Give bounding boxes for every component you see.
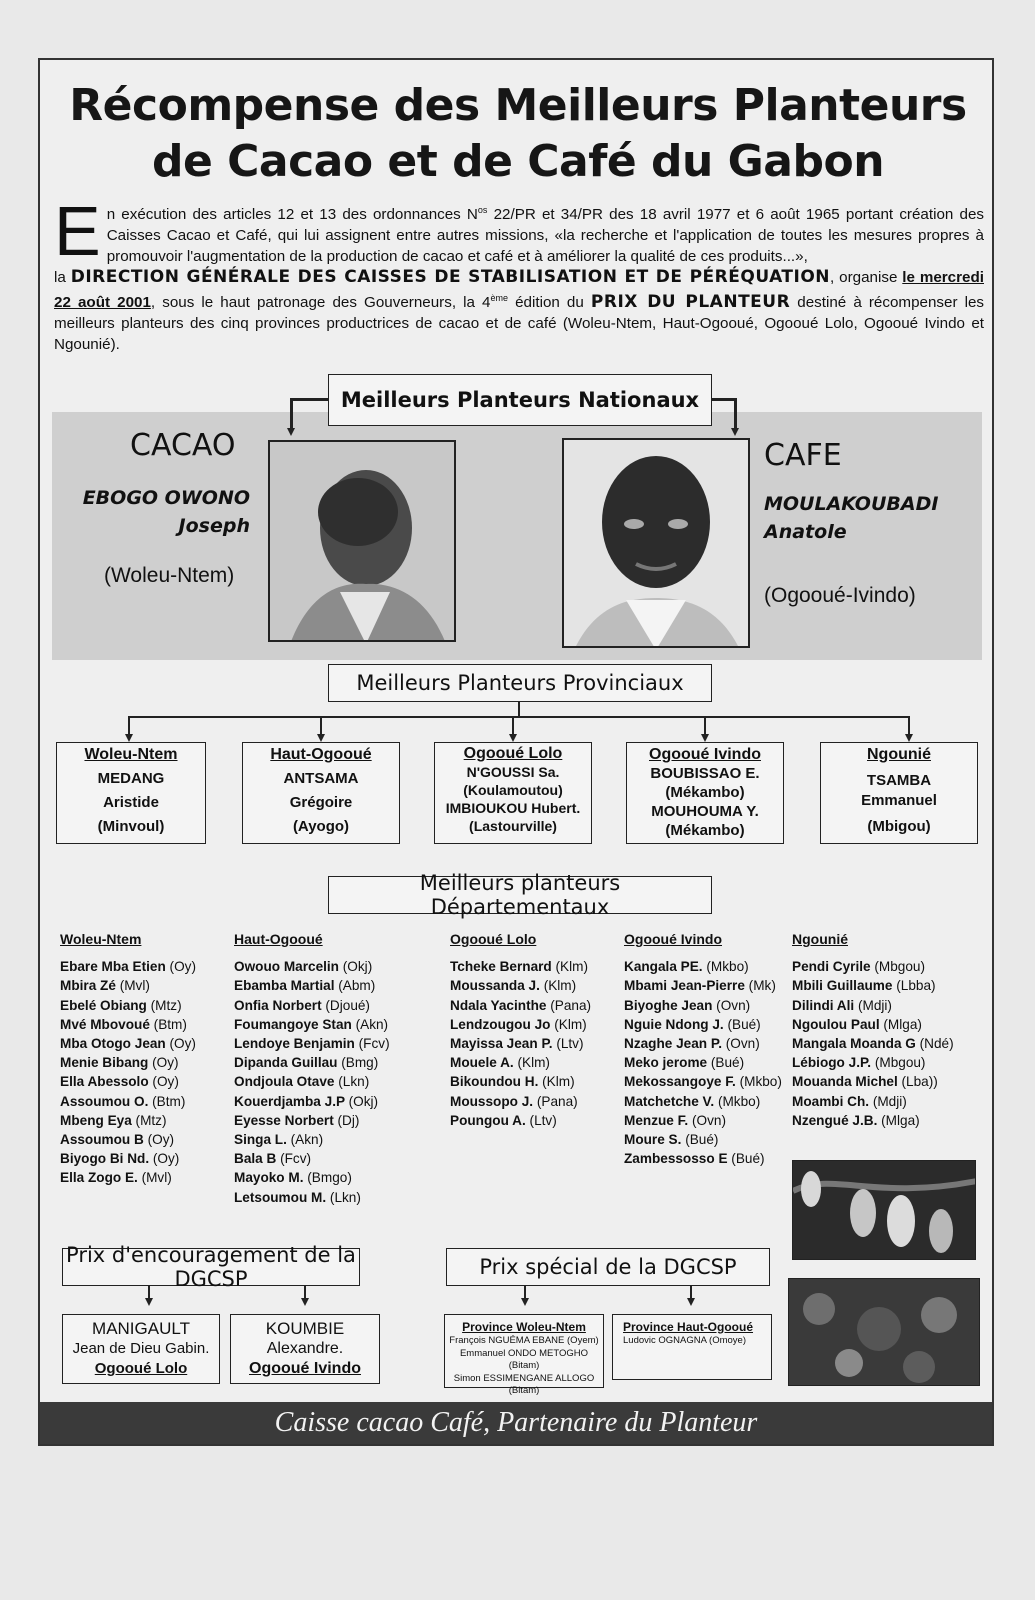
encouragement-winner-line: Alexandre. xyxy=(266,1340,344,1357)
provincial-arrow-4 xyxy=(701,734,709,742)
footer-slogan: Caisse cacao Café, Partenaire du Planteur xyxy=(40,1402,992,1444)
departmental-list-item xyxy=(624,957,782,976)
provincial-winner-line: (Koulamoutou) xyxy=(463,782,563,798)
cacao-province: (Woleu-Ntem) xyxy=(104,564,235,587)
department-abbreviation: (Oy) xyxy=(152,1074,179,1090)
planter-name: Nzengué J.B. xyxy=(792,1112,878,1128)
planter-name: Menie Bibang xyxy=(60,1055,149,1071)
departmental-column-head: Ogooué Ivindo xyxy=(624,931,722,947)
provincial-winner-line: MOUHOUMA Y. xyxy=(651,803,759,820)
special-box-woleu-ntem xyxy=(444,1314,604,1396)
departmental-list-item xyxy=(234,1034,390,1053)
departmental-list-item xyxy=(234,1149,390,1168)
provincial-box-ngounie xyxy=(820,742,978,844)
provincial-drop-1 xyxy=(128,716,130,736)
planter-name: Assoumou O. xyxy=(60,1093,149,1109)
cafe-winner-firstname: Anatole xyxy=(764,521,847,543)
planter-name: Onfia Norbert xyxy=(234,997,322,1013)
provincial-winner-line: (Mbigou) xyxy=(867,818,931,835)
cafe-winner xyxy=(764,490,938,546)
provincial-arrow-2 xyxy=(317,734,325,742)
department-abbreviation: (Mtz) xyxy=(135,1112,167,1128)
encouragement-box-1 xyxy=(62,1314,220,1384)
encouragement-box-2 xyxy=(230,1314,380,1384)
planter-name: Lébiogo J.P. xyxy=(792,1055,872,1071)
department-abbreviation: (Ovn) xyxy=(691,1112,726,1128)
departmental-list-item xyxy=(234,976,390,995)
cocoa-pods-photo xyxy=(792,1160,976,1260)
planter-name: Moure S. xyxy=(624,1132,682,1148)
departmental-list-item xyxy=(450,1092,591,1111)
departmental-list xyxy=(792,957,954,1130)
department-abbreviation: (Klm) xyxy=(554,1016,587,1032)
intro-text-4: , organise xyxy=(830,269,903,287)
cacao-winner xyxy=(58,484,250,540)
departmental-column-haut-ogooue xyxy=(234,930,390,1207)
department-abbreviation: (Mkbo) xyxy=(739,1074,782,1090)
departmental-column-head: Ngounié xyxy=(792,931,848,947)
provincial-box-head: Woleu-Ntem xyxy=(84,746,178,763)
provincial-drop-3 xyxy=(512,716,514,736)
department-abbreviation: (Ndé) xyxy=(919,1036,954,1052)
department-abbreviation: (Lbba) xyxy=(896,978,936,994)
encouragement-arrow-1 xyxy=(145,1298,153,1306)
encouragement-heading: Prix d'encouragement de la DGCSP xyxy=(62,1248,360,1286)
departmental-list-item xyxy=(234,957,390,976)
planter-name: Zambessosso E xyxy=(624,1151,728,1167)
departmental-list-item xyxy=(624,1130,782,1149)
departmental-list-item xyxy=(234,1111,390,1130)
departmental-list-item xyxy=(450,1111,591,1130)
encouragement-winner-line: KOUMBIE xyxy=(265,1319,345,1338)
planter-name: Nguie Ndong J. xyxy=(624,1016,724,1032)
planter-name: Lendoye Benjamin xyxy=(234,1036,355,1052)
special-arrow-1 xyxy=(521,1298,529,1306)
department-abbreviation: (Bmg) xyxy=(341,1055,379,1071)
department-abbreviation: (Lba)) xyxy=(901,1074,938,1090)
cafe-winner-photo xyxy=(562,438,750,648)
provincial-arrow-5 xyxy=(905,734,913,742)
planter-name: Tcheke Bernard xyxy=(450,959,552,975)
departmental-list-item xyxy=(60,1130,196,1149)
departmental-list-item xyxy=(624,976,782,995)
departmental-list-item xyxy=(792,976,954,995)
planter-name: Moussopo J. xyxy=(450,1093,534,1109)
department-abbreviation: (Klm) xyxy=(543,978,577,994)
department-abbreviation: (Mkbo) xyxy=(706,959,749,975)
department-abbreviation: (Mlga) xyxy=(883,1016,922,1032)
department-abbreviation: (Oy) xyxy=(169,1036,196,1052)
departmental-list-item xyxy=(60,1034,196,1053)
department-abbreviation: (Akn) xyxy=(355,1016,389,1032)
department-abbreviation: (Dj) xyxy=(337,1112,360,1128)
departmental-list-item xyxy=(624,1149,782,1168)
provincial-box-head: Ogooué Lolo xyxy=(463,745,563,762)
provincial-winner-line: IMBIOUKOU Hubert. xyxy=(445,800,581,816)
cacao-winner-firstname: Joseph xyxy=(178,515,250,537)
planter-name: Mouele A. xyxy=(450,1055,514,1071)
departmental-heading: Meilleurs planteurs Départementaux xyxy=(328,876,712,914)
departmental-list-item xyxy=(792,957,954,976)
provincial-winner-line: (Lastourville) xyxy=(469,818,557,834)
provincial-drop-2 xyxy=(320,716,322,736)
drop-cap: E xyxy=(54,192,101,270)
provincial-box-haut-ogooue xyxy=(242,742,400,844)
departmental-list-item xyxy=(234,996,390,1015)
department-abbreviation: (Pana) xyxy=(550,997,592,1013)
departmental-list-item xyxy=(234,1072,390,1091)
advertisement-page xyxy=(38,58,994,1446)
special-box-head: Province Haut-Ogooué xyxy=(623,1320,754,1334)
provincial-winner-line: (Ayogo) xyxy=(292,818,350,835)
provincial-winner-line: BOUBISSAO E. xyxy=(650,765,760,782)
planter-name: Moussanda J. xyxy=(450,978,540,994)
planter-name: Mekossangoye F. xyxy=(624,1074,736,1090)
planter-name: Kouerdjamba J.P xyxy=(234,1093,345,1109)
page-title xyxy=(40,78,996,190)
departmental-list xyxy=(450,957,591,1130)
intro-sup-2: ème xyxy=(490,293,508,304)
departmental-list xyxy=(624,957,782,1168)
departmental-list-item xyxy=(60,957,196,976)
special-box-head: Province Woleu-Ntem xyxy=(462,1320,586,1334)
cafe-label: CAFE xyxy=(764,438,842,473)
planter-name: Mangala Moanda G xyxy=(792,1036,916,1052)
department-abbreviation: (Okj) xyxy=(342,959,373,975)
provincial-stem xyxy=(518,702,520,716)
departmental-list-item xyxy=(234,1053,390,1072)
departmental-list-item xyxy=(624,1034,782,1053)
planter-name: Meko jerome xyxy=(624,1055,708,1071)
department-abbreviation: (Lkn) xyxy=(338,1074,370,1090)
department-abbreviation: (Bué) xyxy=(685,1132,719,1148)
department-abbreviation: (Mvl) xyxy=(119,978,150,994)
department-abbreviation: (Oy) xyxy=(152,1151,180,1167)
departmental-list-item xyxy=(450,1015,591,1034)
departmental-list-item xyxy=(234,1168,390,1187)
cafe-province: (Ogooué-Ivindo) xyxy=(764,584,916,607)
departmental-list-item xyxy=(234,1188,390,1207)
planter-name: Ndala Yacinthe xyxy=(450,997,547,1013)
provincial-winner-line: Aristide xyxy=(103,794,159,811)
departmental-list-item xyxy=(624,1111,782,1130)
planter-name: Matchetche V. xyxy=(624,1093,715,1109)
planter-name: Dilindi Ali xyxy=(792,997,855,1013)
department-abbreviation: (Djoué) xyxy=(325,997,370,1013)
provincial-winner-line: TSAMBA xyxy=(866,772,932,789)
intro-prize: PRIX DU PLANTEUR xyxy=(590,292,791,313)
departmental-list-item xyxy=(60,1149,196,1168)
department-abbreviation: (Ltv) xyxy=(556,1036,584,1052)
planter-name: Ebelé Obiang xyxy=(60,997,147,1013)
provincial-winner-line: ANTSAMA xyxy=(283,770,359,787)
encouragement-winner-province: Ogooué Lolo xyxy=(94,1360,188,1377)
departmental-list-item xyxy=(450,1034,591,1053)
arrow-stem-right xyxy=(734,398,737,428)
encouragement-arrow-2 xyxy=(301,1298,309,1306)
department-abbreviation: (Btm) xyxy=(152,1093,186,1109)
planter-name: Nzaghe Jean P. xyxy=(624,1036,722,1052)
departmental-list-item xyxy=(234,1015,390,1034)
provincial-box-woleu-ntem xyxy=(56,742,206,844)
planter-name: Mouanda Michel xyxy=(792,1074,898,1090)
departmental-column-ogooue-lolo xyxy=(450,930,591,1130)
department-abbreviation: (Ovn) xyxy=(725,1036,760,1052)
departmental-column-woleu-ntem xyxy=(60,930,196,1188)
title-line-1: Récompense des Meilleurs Planteurs xyxy=(69,80,967,131)
department-abbreviation: (Klm) xyxy=(542,1074,575,1090)
planter-name: Dipanda Guillau xyxy=(234,1055,338,1071)
departmental-list-item xyxy=(624,1072,782,1091)
departmental-list-item xyxy=(792,1092,954,1111)
department-abbreviation: (Btm) xyxy=(153,1016,187,1032)
department-abbreviation: (Ltv) xyxy=(529,1112,557,1128)
planter-name: Owouo Marcelin xyxy=(234,959,339,975)
department-abbreviation: (Bué) xyxy=(727,1016,761,1032)
arrow-head-right xyxy=(731,428,739,436)
intro-text-7: destiné à récompenser les meilleurs planteurs des cinq provinces productrices de cacao et de café (Woleu-Ntem, Haut-Ogooué, Ogooué Lolo, Ogooué Ivindo et Ngounié). xyxy=(54,294,985,354)
title-line-2: de Cacao et de Café du Gabon xyxy=(151,136,885,187)
department-abbreviation: (Klm) xyxy=(517,1055,550,1071)
provincial-winner-line: (Minvoul) xyxy=(97,818,165,835)
department-abbreviation: (Mdji) xyxy=(872,1093,907,1109)
planter-name: Ngoulou Paul xyxy=(792,1016,880,1032)
provincial-drop-5 xyxy=(908,716,910,736)
planter-name: Mbili Guillaume xyxy=(792,978,893,994)
intro-text-1: n exécution des articles 12 et 13 des ordonnances N xyxy=(106,206,478,224)
intro-text-6: édition du xyxy=(508,294,591,312)
special-heading: Prix spécial de la DGCSP xyxy=(446,1248,770,1286)
departmental-list-item xyxy=(60,1072,196,1091)
provincial-branch-line xyxy=(128,716,910,718)
department-abbreviation: (Bué) xyxy=(710,1055,745,1071)
departmental-list-item xyxy=(234,1092,390,1111)
planter-name: Pendi Cyrile xyxy=(792,959,871,975)
departmental-list-item xyxy=(450,996,591,1015)
provincial-heading: Meilleurs Planteurs Provinciaux xyxy=(328,664,712,702)
planter-name: Ondjoula Otave xyxy=(234,1074,335,1090)
planter-name: Ebamba Martial xyxy=(234,978,335,994)
planter-name: Mba Otogo Jean xyxy=(60,1036,166,1052)
departmental-list-item xyxy=(450,976,591,995)
departmental-list-item xyxy=(60,996,196,1015)
planter-name: Kangala PE. xyxy=(624,959,703,975)
special-arrow-2 xyxy=(687,1298,695,1306)
coffee-plant-photo xyxy=(788,1278,980,1386)
provincial-box-head: Ngounié xyxy=(867,746,931,763)
planter-name: Ella Zogo E. xyxy=(60,1170,138,1186)
department-abbreviation: (Abm) xyxy=(338,978,376,994)
departmental-list-item xyxy=(792,1072,954,1091)
planter-name: Letsoumou M. xyxy=(234,1189,327,1205)
department-abbreviation: (Oy) xyxy=(169,959,196,975)
departmental-column-ogooue-ivindo xyxy=(624,930,782,1168)
arrow-stem-left xyxy=(290,398,293,428)
planter-name: Mayoko M. xyxy=(234,1170,304,1186)
provincial-arrow-1 xyxy=(125,734,133,742)
planter-name: Poungou A. xyxy=(450,1112,526,1128)
departmental-list-item xyxy=(624,1092,782,1111)
departmental-list-item xyxy=(624,1015,782,1034)
provincial-winner-line: Emmanuel xyxy=(861,792,937,809)
department-abbreviation: (Akn) xyxy=(290,1132,324,1148)
planter-name: Biyogo Bi Nd. xyxy=(60,1151,150,1167)
department-abbreviation: (Lkn) xyxy=(329,1189,361,1205)
departmental-list-item xyxy=(450,1072,591,1091)
department-abbreviation: (Fcv) xyxy=(280,1151,312,1167)
departmental-column-ngounie xyxy=(792,930,954,1130)
departmental-list-item xyxy=(60,1111,196,1130)
departmental-list-item xyxy=(792,1053,954,1072)
planter-name: Mbira Zé xyxy=(60,978,116,994)
department-abbreviation: (Oy) xyxy=(147,1132,175,1148)
departmental-list-item xyxy=(624,1053,782,1072)
provincial-arrow-3 xyxy=(509,734,517,742)
department-abbreviation: (Mtz) xyxy=(150,997,182,1013)
intro-text-2: 22/PR et 34/PR des 18 avril 1977 et 6 août 1965 portant création des Caisses Cacao et Café, qui lui assignent entre autres missions, «la recherche et l'application de toutes les mesures propres à promouvoir l'augmentation de la production de cacao et café et à améliorer la qualité de ces produits...», xyxy=(106,206,984,266)
departmental-list-item xyxy=(450,1053,591,1072)
provincial-box-ogooue-ivindo xyxy=(626,742,784,844)
departmental-list-item xyxy=(60,976,196,995)
intro-sup-1: os xyxy=(477,205,488,215)
provincial-box-head: Ogooué Ivindo xyxy=(649,746,761,763)
cacao-label: CACAO xyxy=(130,428,236,463)
departmental-list-item xyxy=(792,1111,954,1130)
provincial-winner-line: (Mékambo) xyxy=(665,822,745,839)
planter-name: Menzue F. xyxy=(624,1112,689,1128)
cacao-winner-surname: EBOGO OWONO xyxy=(82,487,250,509)
department-abbreviation: (Klm) xyxy=(555,959,588,975)
arrow-line-right xyxy=(712,398,736,401)
departmental-list-item xyxy=(450,957,591,976)
encouragement-winner-line: Jean de Dieu Gabin. xyxy=(72,1340,210,1357)
departmental-list-item xyxy=(234,1130,390,1149)
special-box-haut-ogooue xyxy=(612,1314,772,1380)
special-winner-line: Emmanuel ONDO METOGHO (Bitam) xyxy=(459,1347,589,1371)
departmental-list-item xyxy=(792,1034,954,1053)
departmental-column-head: Ogooué Lolo xyxy=(450,931,537,947)
planter-name: Eyesse Norbert xyxy=(234,1112,334,1128)
special-winner-line: François NGUÉMA EBANE (Oyem) xyxy=(449,1335,599,1346)
provincial-box-head: Haut-Ogooué xyxy=(270,746,372,763)
department-abbreviation: (Mlga) xyxy=(881,1112,920,1128)
departmental-list-item xyxy=(60,1168,196,1187)
departmental-column-head: Haut-Ogooué xyxy=(234,931,323,947)
cacao-winner-photo xyxy=(268,440,456,642)
department-abbreviation: (Mvl) xyxy=(141,1170,172,1186)
arrow-head-left xyxy=(287,428,295,436)
planter-name: Bala B xyxy=(234,1151,277,1167)
provincial-winner-line: (Mékambo) xyxy=(665,784,745,801)
planter-name: Mayissa Jean P. xyxy=(450,1036,553,1052)
encouragement-winner-line: MANIGAULT xyxy=(92,1319,190,1338)
provincial-winner-line: MEDANG xyxy=(97,770,165,787)
department-abbreviation: (Mbgou) xyxy=(874,959,925,975)
planter-name: Assoumou B xyxy=(60,1132,144,1148)
intro-paragraph xyxy=(54,192,985,355)
planter-name: Mbami Jean-Pierre xyxy=(624,978,745,994)
planter-name: Ebare Mba Etien xyxy=(60,959,166,975)
provincial-box-ogooue-lolo xyxy=(434,742,592,844)
intro-date: le mercredi 22 août 2001 xyxy=(54,269,984,312)
provincial-winner-line: N'GOUSSI Sa. xyxy=(466,764,560,780)
departmental-list-item xyxy=(792,1015,954,1034)
department-abbreviation: (Oy) xyxy=(152,1055,179,1071)
provincial-winner-line: Grégoire xyxy=(289,794,353,811)
department-abbreviation: (Bmgo) xyxy=(307,1170,352,1186)
special-winner-line: Simon ESSIMENGANE ALLOGO (Bitam) xyxy=(453,1372,595,1396)
department-abbreviation: (Pana) xyxy=(536,1093,578,1109)
special-winner-line: Ludovic OGNAGNA (Omoye) xyxy=(623,1335,747,1346)
departmental-list xyxy=(234,957,390,1207)
planter-name: Foumangoye Stan xyxy=(234,1016,352,1032)
department-abbreviation: (Ovn) xyxy=(716,997,751,1013)
department-abbreviation: (Mdji) xyxy=(857,997,892,1013)
planter-name: Mbeng Eya xyxy=(60,1112,132,1128)
department-abbreviation: (Mk) xyxy=(748,978,776,994)
national-heading: Meilleurs Planteurs Nationaux xyxy=(328,374,712,426)
department-abbreviation: (Okj) xyxy=(348,1093,379,1109)
department-abbreviation: (Bué) xyxy=(731,1151,765,1167)
cafe-winner-surname: MOULAKOUBADI xyxy=(764,493,939,515)
departmental-list-item xyxy=(60,1015,196,1034)
planter-name: Bikoundou H. xyxy=(450,1074,539,1090)
departmental-column-head: Woleu-Ntem xyxy=(60,931,142,947)
planter-name: Moambi Ch. xyxy=(792,1093,870,1109)
departmental-list-item xyxy=(60,1053,196,1072)
planter-name: Singa L. xyxy=(234,1132,287,1148)
planter-name: Ella Abessolo xyxy=(60,1074,149,1090)
department-abbreviation: (Mkbo) xyxy=(717,1093,761,1109)
departmental-list-item xyxy=(624,996,782,1015)
departmental-list-item xyxy=(792,996,954,1015)
planter-name: Lendzougou Jo xyxy=(450,1016,551,1032)
department-abbreviation: (Fcv) xyxy=(358,1036,390,1052)
intro-organisation: DIRECTION GÉNÉRALE DES CAISSES DE STABILISATION ET DE PÉRÉQUATION xyxy=(70,267,831,288)
departmental-list xyxy=(60,957,196,1187)
planter-name: Biyoghe Jean xyxy=(624,997,713,1013)
arrow-line-left xyxy=(290,398,328,401)
department-abbreviation: (Mbgou) xyxy=(874,1055,926,1071)
intro-text-3: la xyxy=(54,269,71,287)
planter-name: Mvé Mbovoué xyxy=(60,1016,150,1032)
encouragement-winner-province: Ogooué Ivindo xyxy=(249,1360,361,1377)
departmental-list-item xyxy=(60,1092,196,1111)
provincial-drop-4 xyxy=(704,716,706,736)
intro-text-5: , sous le haut patronage des Gouverneurs, la 4 xyxy=(150,294,491,312)
